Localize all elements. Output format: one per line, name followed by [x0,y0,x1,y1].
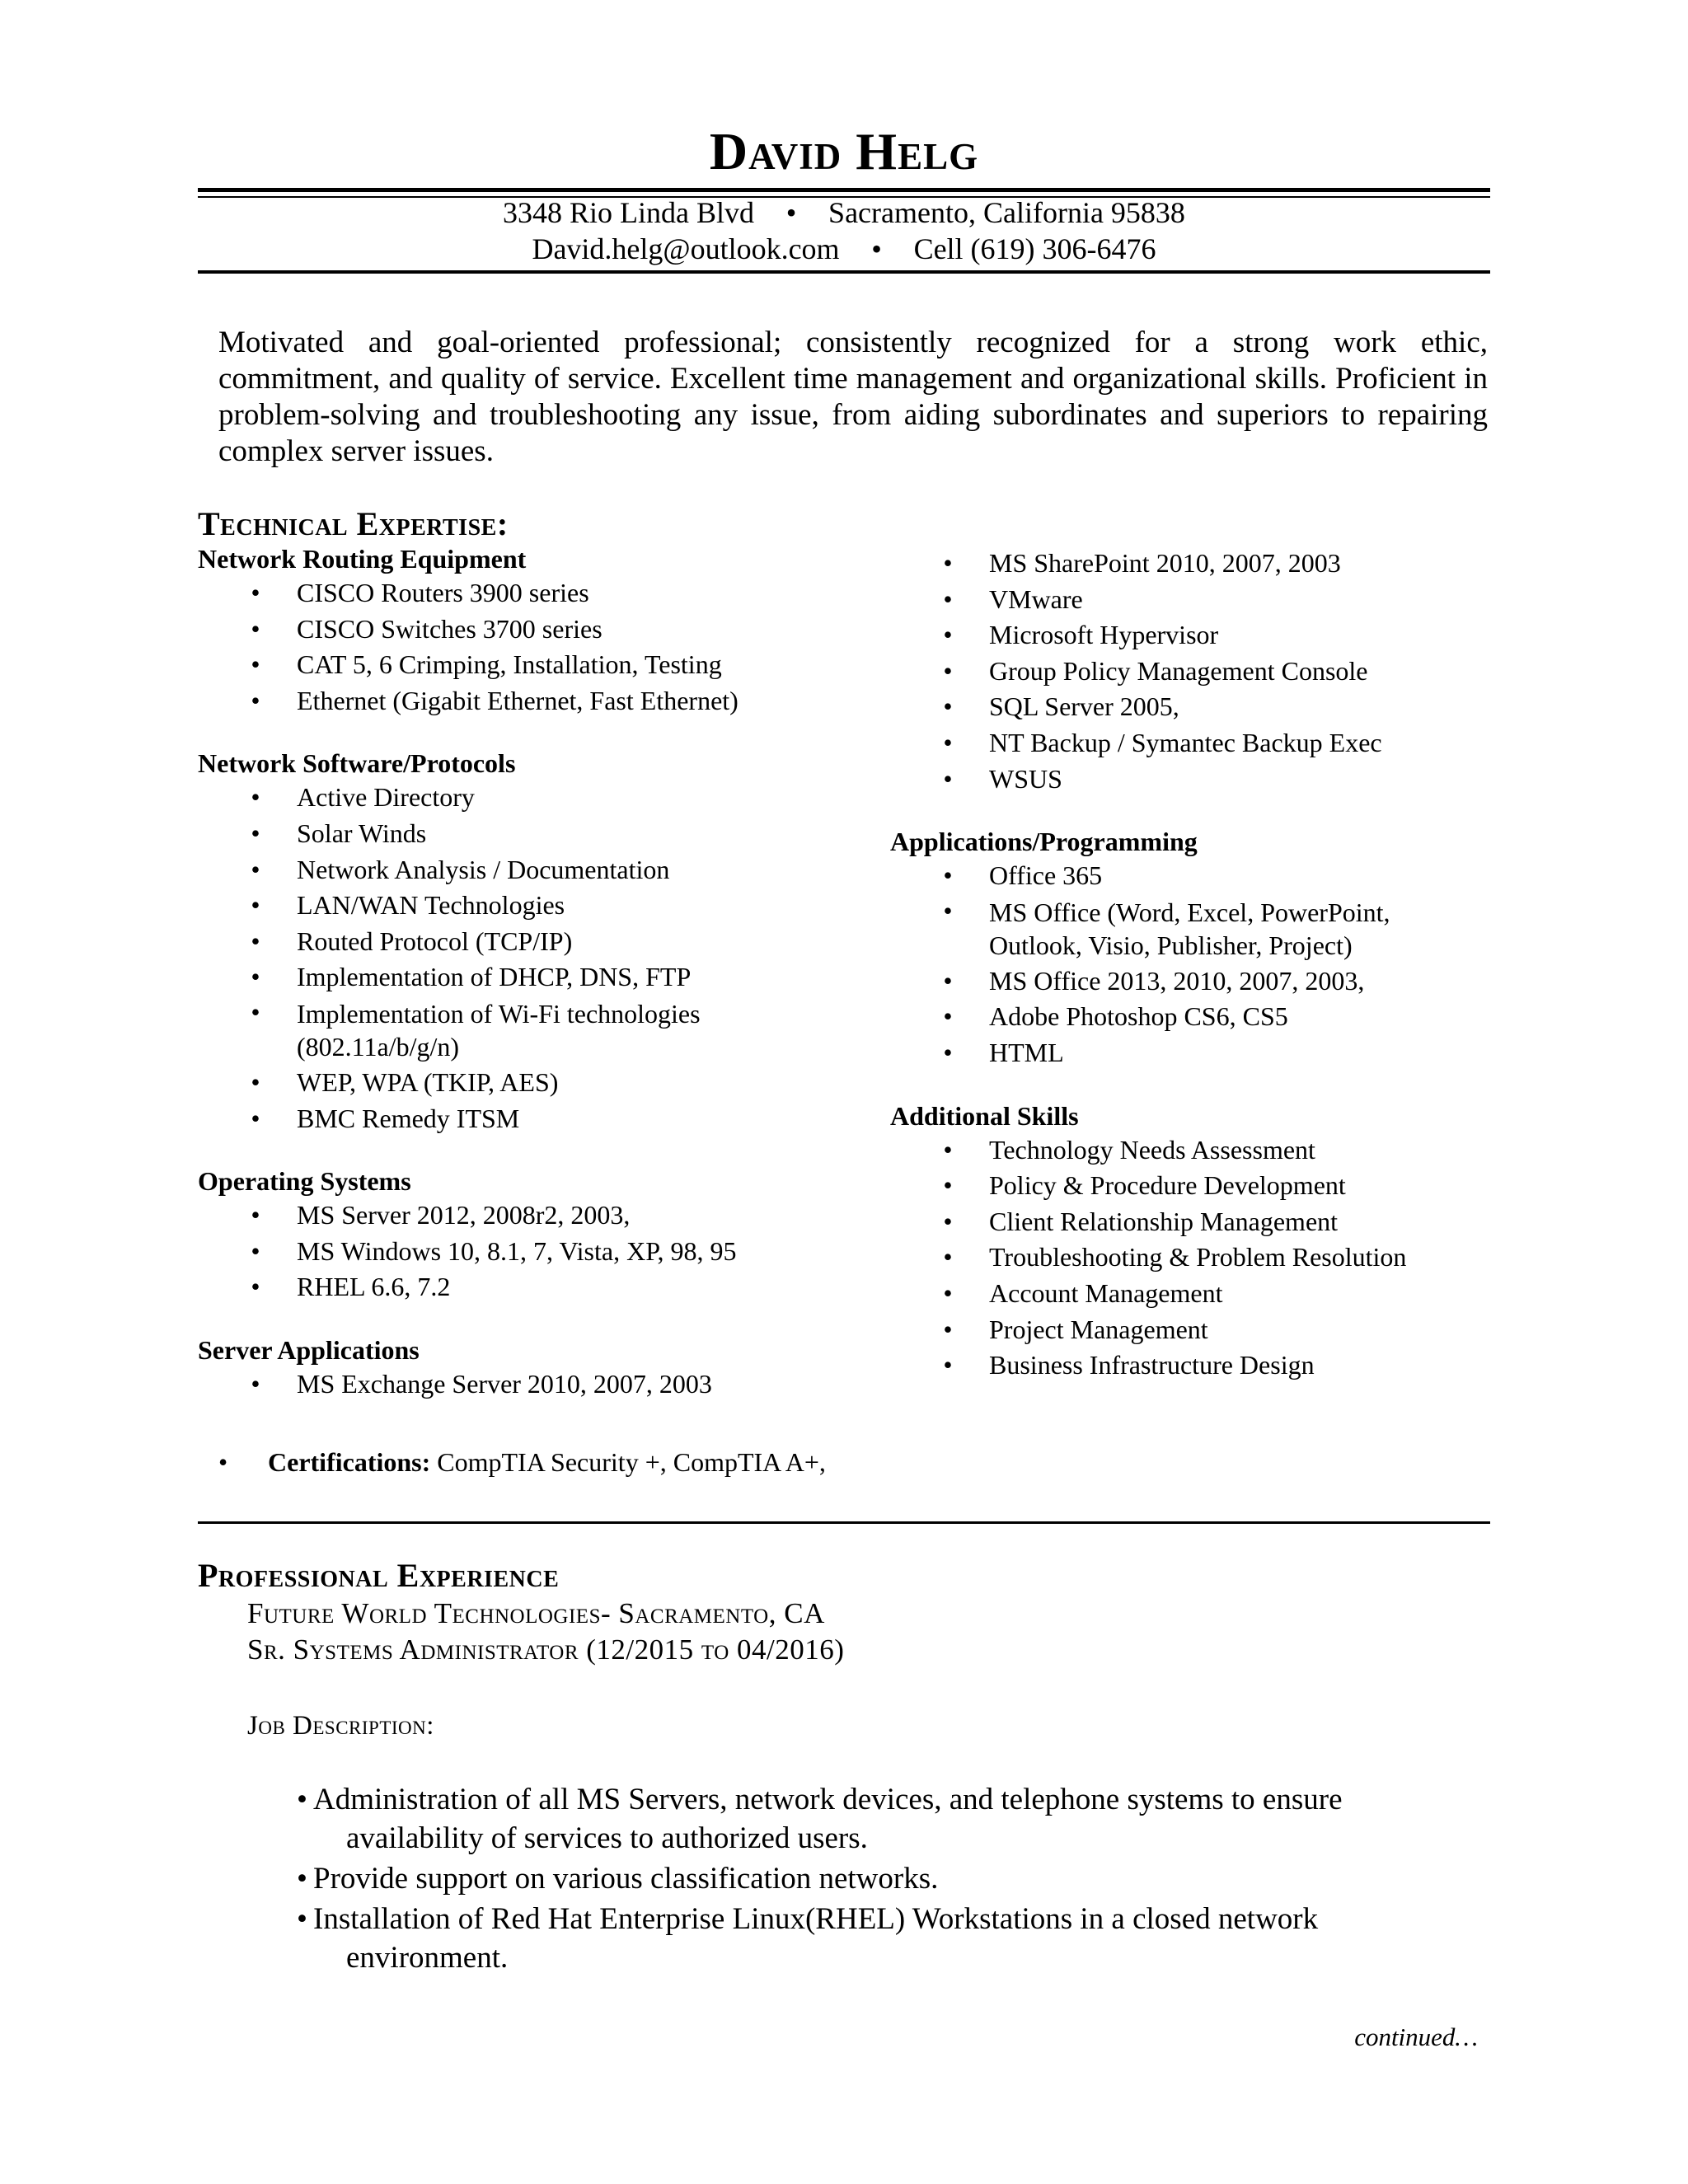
bullet: • [218,1447,228,1477]
bullet: • [943,763,953,794]
bullet: • [251,890,260,921]
bullet: • [251,649,260,680]
list-item: • Implementation of DHCP, DNS, FTP [198,959,857,996]
list-item: • CAT 5, 6 Crimping, Installation, Testing [198,647,857,683]
list-item: • MS Server 2012, 2008r2, 2003, [198,1197,857,1234]
bullet: • [943,548,953,578]
list-item: • MS SharePoint 2010, 2007, 2003 [890,546,1517,582]
bullet: • [943,620,953,650]
list-item: • Ethernet (Gigabit Ethernet, Fast Ethernet) [198,683,857,719]
email: David.helg@outlook.com [532,232,840,265]
server-applications-list-right [890,546,1517,797]
job-description-label: Job Description: [247,1711,434,1741]
bullet: • [943,727,953,757]
list-item: • BMC Remedy ITSM [198,1101,857,1137]
bullet: • [251,1103,260,1133]
list-item: • MS Office (Word, Excel, PowerPoint, Outlook, Visio, Publisher, Project) [890,894,1517,963]
duty-item: • Installation of Red Hat Enterprise Linux(RHEL) Workstations in a closed network environment. [297,1900,1451,1977]
bullet: • [943,1134,953,1165]
list-item: • MS Windows 10, 8.1, 7, Vista, XP, 98, 95 [198,1234,857,1270]
bullet: • [943,860,953,891]
operating-systems-list [198,1197,857,1305]
bullet: • [251,926,260,956]
bullet: • [251,996,260,1027]
list-item: • WSUS [890,762,1517,798]
list-item: • NT Backup / Symantec Backup Exec [890,725,1517,762]
role-line: Sr. Systems Administrator (12/2015 to 04/2016) [247,1633,845,1666]
bullet: • [943,1277,953,1308]
bullet: • [297,1902,307,1936]
list-item: • MS Office 2013, 2010, 2007, 2003, [890,963,1517,1000]
list-item: • Microsoft Hypervisor [890,617,1517,654]
list-item: • Adobe Photoshop CS6, CS5 [890,999,1517,1035]
additional-skills-list [890,1132,1517,1384]
list-item: • Network Analysis / Documentation [198,852,857,888]
company-line: Future World Technologies- Sacramento, CA [247,1597,825,1629]
bullet: • [251,1235,260,1266]
header-rule-thick [198,188,1490,192]
bullet: • [251,782,260,813]
bullet: • [251,962,260,992]
bullet: • [251,685,260,715]
bullet: • [943,1350,953,1380]
professional-experience-heading: Professional Experience [198,1557,560,1594]
list-item: • VMware [890,582,1517,618]
city: Sacramento, California 95838 [828,196,1185,229]
duty-item: • Administration of all MS Servers, network devices, and telephone systems to ensure availability of services to authorized users. [297,1780,1451,1858]
bullet: • [251,578,260,607]
certifications-line [218,1444,826,1480]
list-item: • CISCO Switches 3700 series [198,612,857,648]
list-item: • Routed Protocol (TCP/IP) [198,924,857,960]
bullet: • [251,1272,260,1302]
network-routing-list [198,575,857,719]
network-routing-heading: Network Routing Equipment [198,544,527,574]
bullet: • [943,691,953,722]
continued-note: continued… [1354,2022,1478,2051]
list-item: • Policy & Procedure Development [890,1168,1517,1204]
summary-paragraph: Motivated and goal-oriented professional; consistently recognized for a strong work ethic, commitment, and quality of service. Excellent time management and organizational skills. Proficient in problem-solving and troubleshooting any issue, from aiding subordinates and superiors to repairing complex server issues. [218,326,1488,468]
list-item: • Business Infrastructure Design [890,1347,1517,1384]
list-item: • Project Management [890,1312,1517,1348]
candidate-name: David Helg [709,122,979,180]
bullet: • [251,1066,260,1097]
list-item: • CISCO Routers 3900 series [198,575,857,612]
bullet: • [943,1314,953,1344]
certifications-value: CompTIA Security +, CompTIA A+, [430,1447,826,1477]
bullet: • [297,1862,307,1896]
list-item: • Technology Needs Assessment [890,1132,1517,1169]
operating-systems-heading: Operating Systems [198,1166,411,1197]
skills-right-column [890,546,1517,1384]
list-item: • RHEL 6.6, 7.2 [198,1269,857,1305]
separator-bullet: • [785,196,797,229]
duty-item: • Provide support on various classification networks. [297,1859,1451,1898]
applications-list [890,858,1517,1071]
list-item: • SQL Server 2005, [890,689,1517,725]
bullet: • [943,895,953,926]
list-item: • Client Relationship Management [890,1204,1517,1240]
list-item: • MS Exchange Server 2010, 2007, 2003 [198,1366,857,1403]
bullet: • [251,854,260,884]
technical-expertise-heading: Technical Expertise: [198,505,509,542]
list-item: • Active Directory [198,780,857,816]
bullet: • [943,1206,953,1236]
list-item: • Implementation of Wi-Fi technologies (802.11a/b/g/n) [198,996,857,1065]
bullet: • [251,1368,260,1399]
applications-heading: Applications/Programming [890,827,1198,857]
list-item: • Account Management [890,1276,1517,1312]
list-item: • WEP, WPA (TKIP, AES) [198,1065,857,1101]
list-item: • Office 365 [890,858,1517,894]
list-item: • HTML [890,1035,1517,1071]
bullet: • [943,1170,953,1201]
bullet: • [251,818,260,848]
certifications-label: Certifications: [268,1447,431,1477]
list-item: • Solar Winds [198,816,857,852]
separator-bullet: • [871,232,882,265]
list-item: • Troubleshooting & Problem Resolution [890,1240,1517,1276]
bullet: • [297,1783,307,1816]
contact-address-line [0,194,1688,231]
network-software-heading: Network Software/Protocols [198,748,516,779]
bullet: • [943,1001,953,1032]
address: 3348 Rio Linda Blvd [503,196,755,229]
skills-left-column [198,542,857,1403]
bullet: • [943,1037,953,1067]
section-divider [198,1521,1490,1524]
bullet: • [943,1242,953,1272]
job-duties-list [297,1780,1451,1979]
bullet: • [251,1200,260,1230]
header-rule-bottom [198,270,1490,274]
contact-email-line [0,231,1688,267]
bullet: • [943,655,953,686]
phone: Cell (619) 306-6476 [913,232,1156,265]
server-applications-list-left [198,1366,857,1403]
bullet: • [943,965,953,996]
additional-skills-heading: Additional Skills [890,1100,1079,1131]
bullet: • [251,613,260,644]
network-software-list [198,780,857,1137]
list-item: • Group Policy Management Console [890,654,1517,690]
bullet: • [943,583,953,614]
list-item: • LAN/WAN Technologies [198,888,857,924]
server-applications-heading: Server Applications [198,1334,420,1365]
